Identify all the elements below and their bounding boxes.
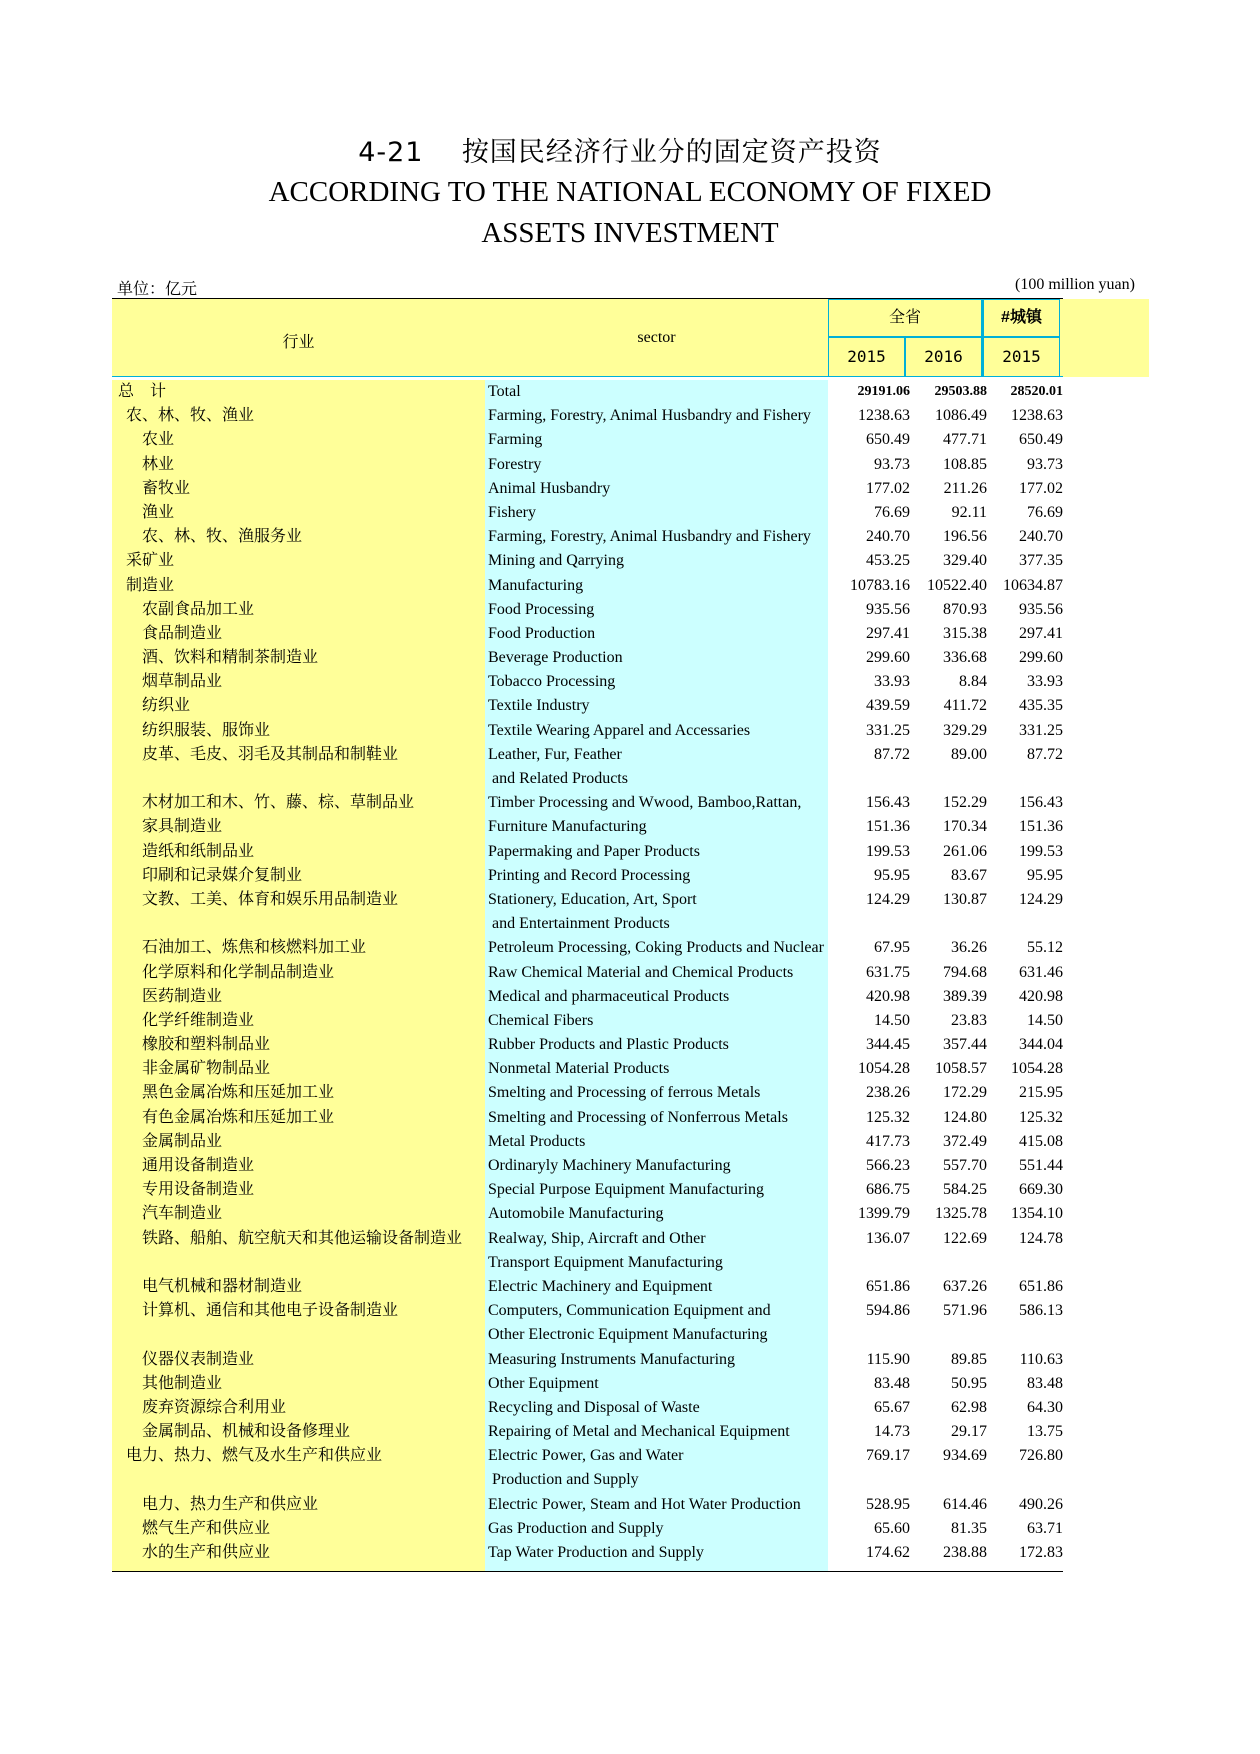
row-value-1: 81.35 [951, 1519, 987, 1537]
table-title-cn [0, 130, 1240, 169]
row-sector-cn: 农业 [142, 431, 175, 449]
row-sector-en: Furniture Manufacturing [488, 818, 647, 836]
row-sector-en-line2: and Related Products [492, 770, 628, 787]
row-value-1: 8.84 [959, 673, 987, 691]
row-value-2: 240.70 [1019, 528, 1063, 546]
unit-label-en: (100 million yuan) [1015, 276, 1135, 293]
row-value-1: 23.83 [951, 1011, 987, 1029]
row-value-1: 196.56 [943, 528, 987, 546]
row-value-1: 152.29 [943, 794, 987, 812]
row-sector-en: Realway, Ship, Aircraft and Other [488, 1229, 706, 1247]
row-sector-en: Medical and pharmaceutical Products [488, 987, 730, 1005]
table-row-continuation [112, 912, 1063, 936]
table-body [112, 380, 1063, 1565]
row-sector-cn: 水的生产和供应业 [142, 1544, 271, 1561]
row-sector-en: Mining and Qarrying [488, 552, 624, 570]
row-value-2: 490.26 [1019, 1495, 1063, 1513]
table-row [112, 477, 1063, 501]
row-value-1: 557.70 [943, 1157, 987, 1174]
row-value-1: 411.72 [943, 697, 987, 715]
row-value-2: 125.32 [1019, 1108, 1063, 1126]
row-sector-cn: 化学原料和化学制品制造业 [142, 963, 335, 981]
row-sector-en: Electric Machinery and Equipment [488, 1277, 713, 1295]
row-sector-cn: 电气机械和器材制造业 [142, 1277, 303, 1295]
row-value-0: 125.32 [866, 1108, 910, 1126]
row-value-1: 92.11 [951, 503, 987, 521]
row-value-0: 344.45 [866, 1036, 910, 1054]
table-row [112, 1009, 1063, 1033]
row-sector-cn: 电力、热力生产和供应业 [142, 1495, 319, 1513]
table-row [112, 404, 1063, 428]
row-sector-en: Forestry [488, 455, 542, 473]
row-value-1: 637.26 [943, 1277, 987, 1295]
row-value-2: 650.49 [1019, 431, 1063, 449]
row-value-1: 122.69 [943, 1229, 987, 1247]
row-sector-en: Smelting and Processing of Nonferrous Metals [488, 1108, 788, 1126]
row-sector-en: Gas Production and Supply [488, 1519, 664, 1537]
table-row-continuation [112, 767, 1063, 791]
row-sector-en: Metal Products [488, 1132, 586, 1150]
row-value-2: 331.25 [1019, 721, 1063, 739]
header-group-province: 全省 [828, 299, 982, 337]
row-value-0: 631.75 [866, 963, 910, 981]
row-value-2: 935.56 [1019, 600, 1063, 618]
row-sector-en: Automobile Manufacturing [488, 1205, 664, 1223]
row-value-0: 136.07 [866, 1229, 910, 1247]
row-sector-en: Textile Industry [488, 697, 590, 715]
row-sector-en: Farming [488, 431, 543, 449]
row-sector-en: Computers, Communication Equipment and [488, 1302, 771, 1320]
row-value-0: 299.60 [866, 649, 910, 667]
row-value-2: 726.80 [1019, 1447, 1063, 1465]
table-row [112, 864, 1063, 888]
row-value-2: 631.46 [1019, 963, 1063, 981]
table-row-continuation [112, 1251, 1063, 1275]
row-sector-cn: 计算机、通信和其他电子设备制造业 [142, 1302, 399, 1320]
row-sector-cn: 非金属矿物制品业 [142, 1060, 271, 1078]
row-sector-en: Textile Wearing Apparel and Accessaries [488, 721, 751, 739]
row-value-2: 10634.87 [1003, 576, 1063, 594]
table-bottom-rule [112, 1571, 1063, 1572]
row-value-1: 170.34 [943, 818, 987, 836]
table-row [112, 1372, 1063, 1396]
row-sector-cn: 汽车制造业 [142, 1205, 223, 1223]
row-sector-cn: 金属制品、机械和设备修理业 [142, 1423, 351, 1441]
header-year-2: 2015 [982, 337, 1060, 377]
row-value-1: 389.39 [943, 987, 987, 1005]
row-value-1: 584.25 [943, 1181, 987, 1199]
row-value-2: 172.83 [1019, 1544, 1063, 1561]
row-value-2: 64.30 [1027, 1398, 1063, 1416]
row-value-0: 76.69 [874, 503, 910, 521]
row-sector-en: Food Processing [488, 600, 595, 618]
table-title-cn-text: 按国民经济行业分的固定资产投资 [461, 137, 882, 168]
row-sector-cn: 文教、工美、体育和娱乐用品制造业 [142, 890, 399, 908]
header-bottom-rule [112, 376, 1063, 377]
row-sector-cn: 印刷和记录媒介复制业 [142, 866, 303, 884]
row-value-0: 65.60 [874, 1519, 910, 1537]
row-sector-en: Beverage Production [488, 649, 623, 667]
row-sector-cn: 纺织业 [142, 697, 191, 715]
row-value-2: 13.75 [1027, 1423, 1063, 1441]
table-row [112, 1420, 1063, 1444]
row-value-1: 329.29 [943, 721, 987, 739]
table-row [112, 985, 1063, 1009]
row-value-0: 14.50 [874, 1011, 910, 1029]
header-sector-en-label: sector [637, 329, 676, 346]
row-sector-cn: 烟草制品业 [142, 673, 223, 691]
row-sector-en: Leather, Fur, Feather [488, 745, 622, 763]
table-title-en-line1: ACCORDING TO THE NATIONAL ECONOMY OF FIXED [268, 176, 992, 208]
header-sector-cn [112, 299, 485, 377]
row-value-2: 551.44 [1019, 1157, 1063, 1174]
row-sector-en: Electric Power, Gas and Water [488, 1447, 684, 1465]
row-sector-en: Timber Processing and Wwood, Bamboo,Rattan, [488, 794, 802, 812]
row-value-0: 594.86 [866, 1302, 910, 1320]
row-value-2: 124.78 [1019, 1229, 1063, 1247]
row-value-2: 124.29 [1019, 890, 1063, 908]
row-value-1: 124.80 [943, 1108, 987, 1126]
row-sector-en: Recycling and Disposal of Waste [488, 1398, 700, 1416]
row-value-2: 151.36 [1019, 818, 1063, 836]
row-sector-en: Tobacco Processing [488, 673, 616, 691]
row-sector-en: Printing and Record Processing [488, 866, 691, 884]
table-row [112, 574, 1063, 598]
row-value-1: 130.87 [943, 890, 987, 908]
row-sector-cn: 畜牧业 [142, 479, 191, 497]
row-value-0: 87.72 [874, 745, 910, 763]
row-value-2: 87.72 [1027, 745, 1063, 763]
row-sector-cn: 农、林、牧、渔业 [126, 407, 255, 425]
table-row [112, 1106, 1063, 1130]
row-value-1: 36.26 [951, 939, 987, 957]
row-value-2: 299.60 [1019, 649, 1063, 667]
row-value-0: 10783.16 [850, 576, 910, 594]
table-row [112, 453, 1063, 477]
header-year-0: 2015 [828, 337, 905, 377]
row-value-1: 89.85 [951, 1350, 987, 1368]
row-sector-cn: 电力、热力、燃气及水生产和供应业 [126, 1447, 383, 1465]
row-value-2: 93.73 [1027, 455, 1063, 473]
row-value-0: 420.98 [866, 987, 910, 1005]
row-value-1: 29.17 [951, 1423, 987, 1441]
row-value-0: 417.73 [866, 1132, 910, 1150]
row-value-2: 377.35 [1019, 552, 1063, 570]
header-sector-cn-label: 行业 [282, 334, 315, 351]
table-row [112, 670, 1063, 694]
row-value-2: 110.63 [1019, 1350, 1063, 1368]
row-sector-cn: 渔业 [142, 503, 175, 521]
table-row [112, 428, 1063, 452]
row-value-1: 1058.57 [935, 1060, 987, 1078]
row-value-1: 614.46 [943, 1495, 987, 1513]
row-value-0: 439.59 [866, 697, 910, 715]
row-sector-en: Repairing of Metal and Mechanical Equipment [488, 1423, 790, 1441]
row-value-0: 33.93 [874, 673, 910, 691]
row-value-2: 33.93 [1027, 673, 1063, 691]
row-value-1: 1086.49 [935, 407, 987, 425]
row-value-1: 329.40 [943, 552, 987, 570]
row-value-1: 261.06 [943, 842, 987, 860]
row-value-0: 67.95 [874, 939, 910, 957]
row-value-0: 935.56 [866, 600, 910, 618]
row-sector-en-line2: Transport Equipment Manufacturing [488, 1253, 723, 1271]
table-row [112, 791, 1063, 815]
row-value-0: 566.23 [866, 1157, 910, 1174]
row-sector-en: Animal Husbandry [488, 479, 611, 497]
row-sector-en: Manufacturing [488, 576, 584, 594]
row-sector-cn: 农、林、牧、渔服务业 [142, 528, 303, 546]
row-value-1: 1325.78 [935, 1205, 987, 1223]
table-row [112, 646, 1063, 670]
row-sector-en: Petroleum Processing, Coking Products and Nuclear [488, 939, 824, 957]
row-sector-cn: 专用设备制造业 [142, 1181, 255, 1199]
row-sector-cn: 黑色金属冶炼和压延加工业 [142, 1084, 335, 1102]
table-row [112, 1444, 1063, 1468]
row-value-1: 934.69 [943, 1447, 987, 1465]
table-row [112, 840, 1063, 864]
row-sector-en: Chemical Fibers [488, 1011, 594, 1029]
row-value-1: 50.95 [951, 1374, 987, 1392]
row-value-0: 93.73 [874, 455, 910, 473]
row-sector-cn: 食品制造业 [142, 624, 223, 642]
row-value-1: 477.71 [943, 431, 987, 449]
table-row [112, 622, 1063, 646]
table-row [112, 1081, 1063, 1105]
row-value-0: 1399.79 [858, 1205, 910, 1223]
row-sector-en: Farming, Forestry, Animal Husbandry and Fishery [488, 528, 811, 546]
table-row [112, 1033, 1063, 1057]
header-group-urban: #城镇 [982, 299, 1060, 337]
row-value-0: 240.70 [866, 528, 910, 546]
row-value-1: 108.85 [943, 455, 987, 473]
row-sector-cn: 纺织服装、服饰业 [142, 721, 271, 739]
row-sector-cn: 农副食品加工业 [142, 600, 255, 618]
row-value-0: 174.62 [866, 1544, 910, 1561]
table-title-en-line2: ASSETS INVESTMENT [481, 217, 779, 249]
table-row [112, 1130, 1063, 1154]
row-sector-en: Papermaking and Paper Products [488, 842, 700, 860]
header-years [828, 299, 1149, 377]
row-sector-en: Rubber Products and Plastic Products [488, 1036, 729, 1054]
row-value-0: 651.86 [866, 1277, 910, 1295]
table-row [112, 1227, 1063, 1251]
row-value-2: 76.69 [1027, 503, 1063, 521]
row-value-1: 315.38 [943, 624, 987, 642]
row-value-0: 177.02 [866, 479, 910, 497]
row-sector-cn: 通用设备制造业 [142, 1157, 255, 1174]
row-value-0: 156.43 [866, 794, 910, 812]
row-sector-cn: 医药制造业 [142, 987, 223, 1005]
row-sector-en-line2: Production and Supply [492, 1471, 639, 1489]
row-value-0: 29191.06 [857, 384, 910, 399]
table-row [112, 1178, 1063, 1202]
row-sector-cn: 皮革、毛皮、羽毛及其制品和制鞋业 [142, 745, 399, 763]
row-value-0: 528.95 [866, 1495, 910, 1513]
row-sector-en-line2: Other Electronic Equipment Manufacturing [488, 1326, 768, 1344]
row-sector-en: Nonmetal Material Products [488, 1060, 670, 1078]
table-row [112, 501, 1063, 525]
table-row [112, 961, 1063, 985]
row-value-2: 177.02 [1019, 479, 1063, 497]
row-sector-cn: 燃气生产和供应业 [142, 1519, 271, 1537]
row-value-2: 344.04 [1019, 1036, 1063, 1054]
table-row [112, 1517, 1063, 1541]
table-row [112, 1541, 1063, 1565]
row-sector-cn: 采矿业 [126, 552, 175, 570]
row-value-2: 435.35 [1019, 697, 1063, 715]
row-value-0: 1054.28 [858, 1060, 910, 1078]
row-value-2: 55.12 [1027, 939, 1063, 957]
row-value-2: 586.13 [1019, 1302, 1063, 1320]
row-value-1: 62.98 [951, 1398, 987, 1416]
row-value-2: 420.98 [1019, 987, 1063, 1005]
row-value-2: 199.53 [1019, 842, 1063, 860]
row-sector-cn: 有色金属冶炼和压延加工业 [142, 1108, 335, 1126]
table-row [112, 598, 1063, 622]
row-value-0: 238.26 [866, 1084, 910, 1102]
row-sector-en: Raw Chemical Material and Chemical Products [488, 963, 794, 981]
table-row-continuation [112, 1468, 1063, 1492]
row-sector-cn: 家具制造业 [142, 818, 223, 836]
table-row [112, 1493, 1063, 1517]
row-value-0: 1238.63 [858, 407, 910, 425]
row-value-0: 124.29 [866, 890, 910, 908]
row-sector-en: Food Production [488, 624, 596, 642]
row-value-2: 63.71 [1027, 1519, 1063, 1537]
table-row [112, 1348, 1063, 1372]
table-row [112, 1202, 1063, 1226]
row-sector-en: Ordinaryly Machinery Manufacturing [488, 1157, 731, 1174]
row-sector-cn: 废弃资源综合利用业 [142, 1398, 287, 1416]
row-sector-cn: 石油加工、炼焦和核燃料加工业 [142, 939, 367, 957]
row-value-2: 14.50 [1027, 1011, 1063, 1029]
row-sector-en: Other Equipment [488, 1374, 599, 1392]
row-sector-en: Fishery [488, 503, 536, 521]
row-sector-en-line2: and Entertainment Products [492, 915, 670, 933]
table-row [112, 694, 1063, 718]
row-value-0: 65.67 [874, 1398, 910, 1416]
row-value-0: 453.25 [866, 552, 910, 570]
row-value-2: 1354.10 [1011, 1205, 1063, 1223]
table-row [112, 936, 1063, 960]
row-sector-cn: 仪器仪表制造业 [142, 1350, 255, 1368]
table-number: 4-21 [358, 137, 424, 168]
table-row [112, 888, 1063, 912]
row-value-2: 215.95 [1019, 1084, 1063, 1102]
row-sector-cn: 化学纤维制造业 [142, 1011, 255, 1029]
row-sector-cn: 制造业 [126, 576, 175, 594]
row-value-1: 10522.40 [927, 576, 987, 594]
row-sector-en: Tap Water Production and Supply [488, 1544, 704, 1561]
row-value-2: 669.30 [1019, 1181, 1063, 1199]
table-row [112, 1154, 1063, 1178]
row-value-0: 686.75 [866, 1181, 910, 1199]
row-sector-en: Electric Power, Steam and Hot Water Production [488, 1495, 801, 1513]
row-value-1: 336.68 [943, 649, 987, 667]
row-value-2: 28520.01 [1010, 384, 1063, 399]
table-row [112, 1275, 1063, 1299]
table-row [112, 815, 1063, 839]
table-row [112, 549, 1063, 573]
row-sector-cn: 造纸和纸制品业 [142, 842, 255, 860]
row-value-1: 211.26 [943, 479, 987, 497]
row-sector-en: Total [488, 383, 521, 400]
table-row [112, 719, 1063, 743]
row-value-1: 571.96 [943, 1302, 987, 1320]
row-value-2: 1054.28 [1011, 1060, 1063, 1078]
table-row [112, 1299, 1063, 1323]
table-row [112, 1396, 1063, 1420]
row-sector-en: Special Purpose Equipment Manufacturing [488, 1181, 764, 1199]
row-value-1: 83.67 [951, 866, 987, 884]
table-row [112, 525, 1063, 549]
unit-label-cn: 单位：亿元 [117, 281, 198, 298]
row-sector-cn: 橡胶和塑料制品业 [142, 1036, 271, 1054]
table-row [112, 1057, 1063, 1081]
row-value-0: 199.53 [866, 842, 910, 860]
row-value-2: 95.95 [1027, 866, 1063, 884]
row-sector-en: Stationery, Education, Art, Sport [488, 890, 697, 908]
row-sector-cn: 总 计 [118, 383, 167, 400]
row-value-0: 14.73 [874, 1423, 910, 1441]
row-value-2: 83.48 [1027, 1374, 1063, 1392]
row-value-1: 794.68 [943, 963, 987, 981]
row-sector-en: Smelting and Processing of ferrous Metals [488, 1084, 761, 1102]
row-value-2: 1238.63 [1011, 407, 1063, 425]
row-value-0: 297.41 [866, 624, 910, 642]
table-row [112, 743, 1063, 767]
row-value-1: 238.88 [943, 1544, 987, 1561]
row-value-0: 115.90 [866, 1350, 910, 1368]
header-year-1: 2016 [905, 337, 982, 377]
row-value-0: 331.25 [866, 721, 910, 739]
row-value-0: 650.49 [866, 431, 910, 449]
row-sector-en: Farming, Forestry, Animal Husbandry and Fishery [488, 407, 811, 425]
row-value-1: 29503.88 [934, 384, 987, 399]
row-value-0: 769.17 [866, 1447, 910, 1465]
row-value-0: 151.36 [866, 818, 910, 836]
row-sector-en: Measuring Instruments Manufacturing [488, 1350, 736, 1368]
row-sector-cn: 木材加工和木、竹、藤、棕、草制品业 [142, 794, 415, 812]
row-sector-cn: 林业 [142, 455, 175, 473]
row-value-1: 870.93 [943, 600, 987, 618]
row-sector-cn: 其他制造业 [142, 1374, 223, 1392]
row-value-0: 95.95 [874, 866, 910, 884]
row-value-2: 297.41 [1019, 624, 1063, 642]
row-value-1: 372.49 [943, 1132, 987, 1150]
row-value-2: 156.43 [1019, 794, 1063, 812]
table-row [112, 380, 1063, 404]
row-value-0: 83.48 [874, 1374, 910, 1392]
header-sector-en [485, 299, 828, 377]
row-value-2: 415.08 [1019, 1132, 1063, 1150]
row-value-2: 651.86 [1019, 1277, 1063, 1295]
row-sector-cn: 金属制品业 [142, 1132, 223, 1150]
row-sector-cn: 酒、饮料和精制茶制造业 [142, 649, 319, 667]
row-value-1: 172.29 [943, 1084, 987, 1102]
table-row-continuation [112, 1323, 1063, 1347]
row-value-1: 357.44 [943, 1036, 987, 1054]
row-sector-cn: 铁路、船舶、航空航天和其他运输设备制造业 [142, 1229, 463, 1247]
row-value-1: 89.00 [951, 745, 987, 763]
